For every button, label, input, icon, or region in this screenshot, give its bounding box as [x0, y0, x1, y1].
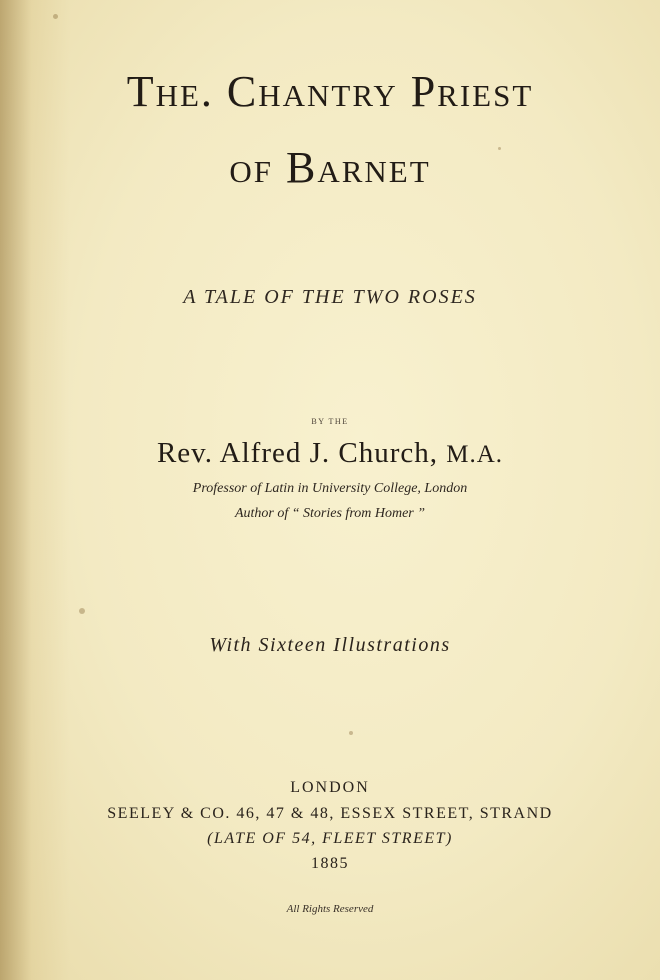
- author-name: Rev. Alfred J. Church,: [156, 437, 439, 469]
- rights-notice: All Rights Reserved: [286, 903, 374, 915]
- by-the-label: BY THE: [311, 417, 349, 426]
- imprint-year: 1885: [311, 855, 349, 872]
- imprint-former-address: (LATE OF 54, FLEET STREET): [207, 830, 453, 847]
- author-degree: M.A.: [446, 441, 504, 468]
- paper-speck: [53, 14, 58, 19]
- imprint-publisher: SEELEY & CO. 46, 47 & 48, ESSEX STREET, STRAND: [107, 805, 553, 822]
- author-line: [0, 437, 660, 470]
- imprint-city: LONDON: [290, 779, 370, 796]
- paper-speck: [349, 731, 353, 735]
- book-title-line-2: of Barnet: [229, 143, 431, 192]
- paper-speck: [79, 608, 85, 614]
- illustrations-note: With Sixteen Illustrations: [209, 634, 451, 656]
- book-title-line-1: The. Chantry Priest: [126, 67, 534, 116]
- author-previous-work: Author of “ Stories from Homer ”: [234, 506, 426, 521]
- book-subtitle: A TALE OF THE TWO ROSES: [183, 286, 477, 308]
- author-professorship: Professor of Latin in University College, London: [192, 481, 468, 496]
